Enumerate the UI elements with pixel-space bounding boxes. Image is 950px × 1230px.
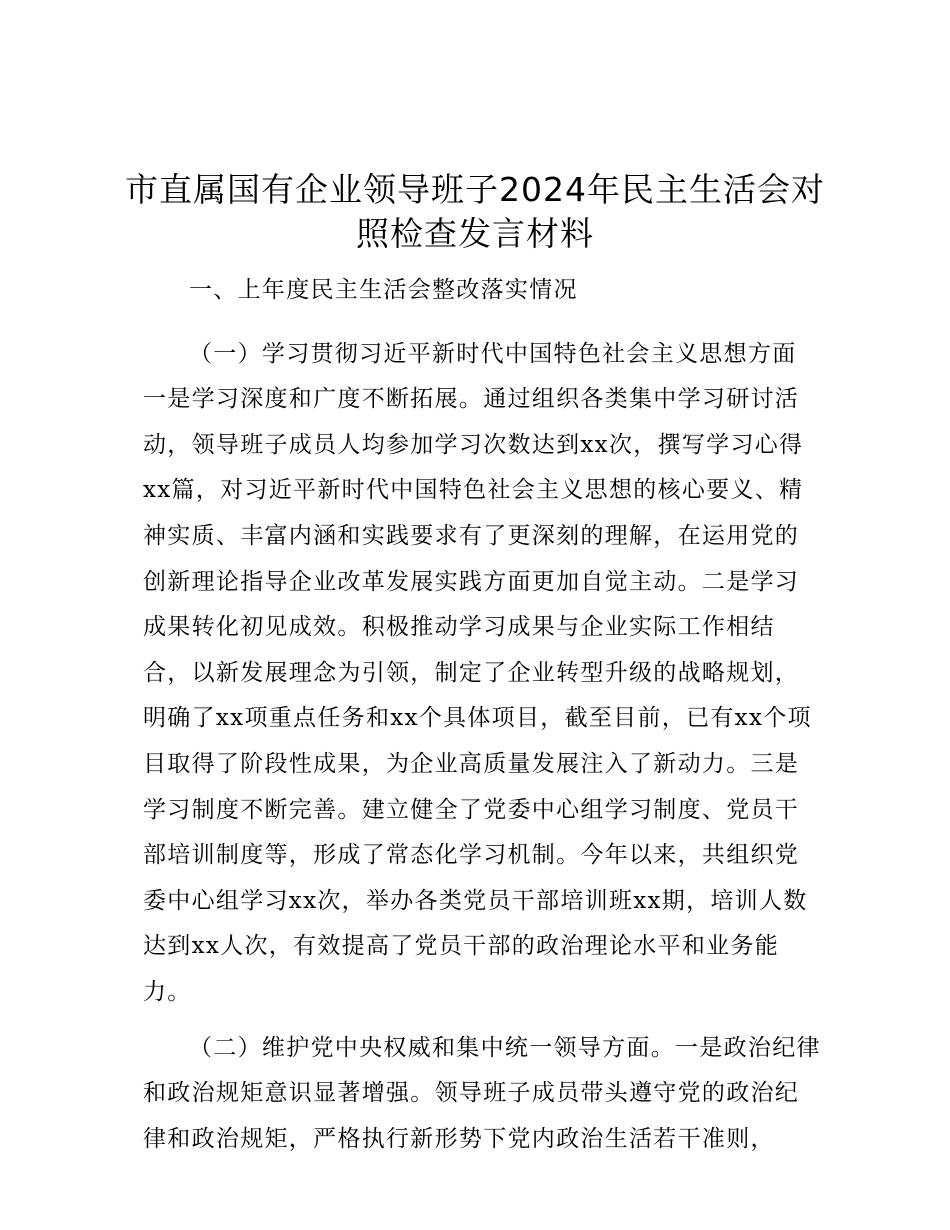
sub-heading-1: （一）学习贯彻习近平新时代中国特色社会主义思想方面 — [189, 340, 797, 367]
title-line-2: 照检查发言材料 — [356, 214, 594, 253]
section-heading: 一、上年度民主生活会整改落实情况 — [189, 277, 578, 303]
document-title — [100, 168, 850, 256]
paragraph-2: （二）维护党中央权威和集中统一领导方面。一是政治纪律和政治规矩意识显著增强。领导班子成员带头遵守党的政治纪律和政治规矩，严格执行新形势下党内政治生活若干准则， — [143, 1034, 821, 1152]
title-line-1: 市直属国有企业领导班子2024年民主生活会对 — [125, 170, 825, 209]
document-body — [143, 268, 823, 1162]
paragraph-1: 一是学习深度和广度不断拓展。通过组织各类集中学习研讨活动，领导班子成员人均参加学习次数达到xx次，撰写学习心得xx篇，对习近平新时代中国特色社会主义思想的核心要义、精神实质、丰富内涵和实践要求有了更深刻的理解，在运用党的创新理论指导企业改革发展实践方面更加自觉主动。二是学习成果转化初见成效。积极推动学习成果与企业实际工作相结合，以新发展理念为引领，制定了企业转型升级的战略规划，明确了xx项重点任务和xx个具体项目，截至目前，已有xx个项目取得了阶段性成果，为企业高质量发展注入了新动力。三是学习制度不断完善。建立健全了党委中心组学习制度、党员干部培训制度等，形成了常态化学习机制。今年以来，共组织党委中心组学习xx次，举办各类党员干部培训班xx期，培训人数达到xx人次，有效提高了党员干部的政治理论水平和业务能力。 — [143, 386, 812, 1005]
